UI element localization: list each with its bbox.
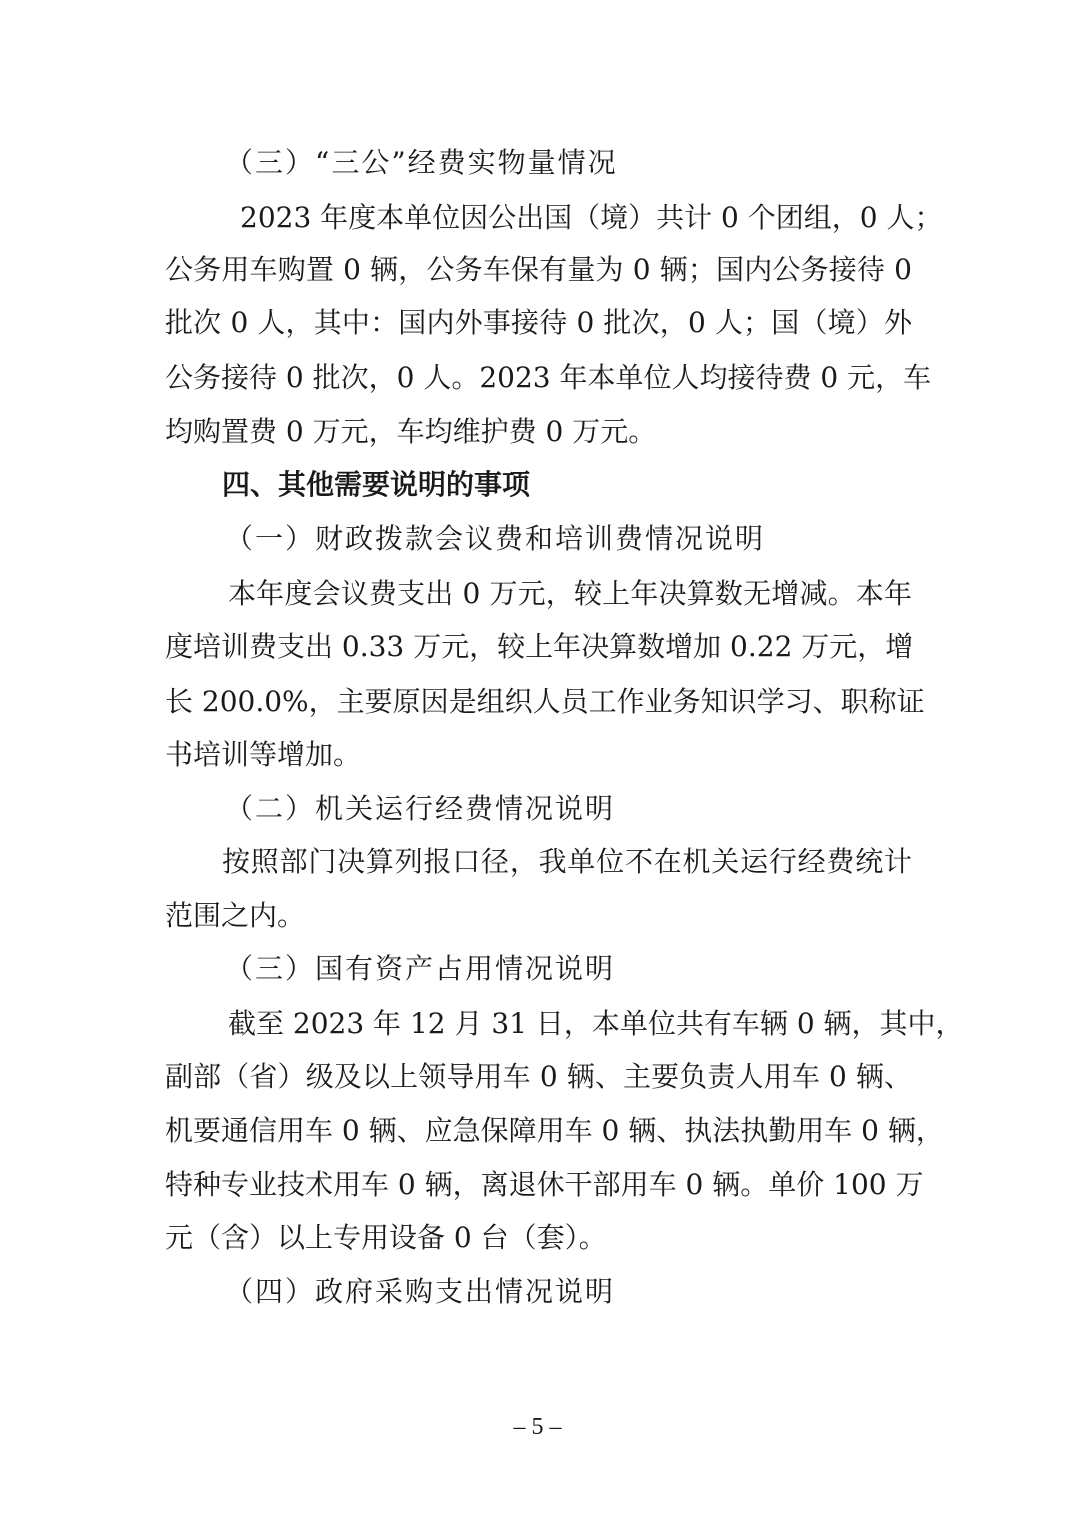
paragraph-line: 度培训费支出 0.33 万元，较上年决算数增加 0.22 万元，增: [165, 630, 914, 663]
subsection-heading-operation-funds: （二）机关运行经费情况说明: [225, 792, 616, 825]
section-heading-other-matters: 四、其他需要说明的事项: [222, 468, 531, 501]
paragraph-line: 范围之内。: [165, 899, 306, 932]
paragraph-line: 书培训等增加。: [165, 738, 362, 771]
paragraph-line: 公务接待 0 批次，0 人。2023 年本单位人均接待费 0 元，车: [165, 361, 932, 394]
section-heading-sanggong: （三）“三公”经费实物量情况: [225, 146, 618, 179]
subsection-heading-procurement: （四）政府采购支出情况说明: [225, 1275, 616, 1308]
page-number: – 5 –: [513, 1414, 562, 1440]
paragraph-line: 机要通信用车 0 辆、应急保障用车 0 辆、执法执勤用车 0 辆，: [165, 1114, 944, 1147]
paragraph-line: 2023 年度本单位因公出国（境）共计 0 个团组，0 人；: [240, 201, 943, 234]
paragraph-line: 特种专业技术用车 0 辆，离退休干部用车 0 辆。单价 100 万: [165, 1168, 924, 1201]
paragraph-line: 截至 2023 年 12 月 31 日，本单位共有车辆 0 辆，其中，: [228, 1007, 964, 1040]
paragraph-line: 按照部门决算列报口径，我单位不在机关运行经费统计: [222, 845, 912, 878]
paragraph-line: 元（含）以上专用设备 0 台（套）。: [165, 1221, 607, 1254]
paragraph-line: 批次 0 人，其中：国内外事接待 0 批次，0 人；国（境）外: [165, 306, 912, 339]
paragraph-line: 公务用车购置 0 辆，公务车保有量为 0 辆；国内公务接待 0: [165, 253, 912, 286]
paragraph-line: 均购置费 0 万元，车均维护费 0 万元。: [165, 415, 657, 448]
subsection-heading-state-assets: （三）国有资产占用情况说明: [225, 952, 616, 985]
paragraph-line: 副部（省）级及以上领导用车 0 辆、主要负责人用车 0 辆、: [165, 1060, 912, 1093]
subsection-heading-meeting-training: （一）财政拨款会议费和培训费情况说明: [225, 522, 766, 555]
paragraph-line: 本年度会议费支出 0 万元，较上年决算数无增减。本年: [228, 577, 912, 610]
paragraph-line: 长 200.0%，主要原因是组织人员工作业务知识学习、职称证: [165, 685, 925, 718]
